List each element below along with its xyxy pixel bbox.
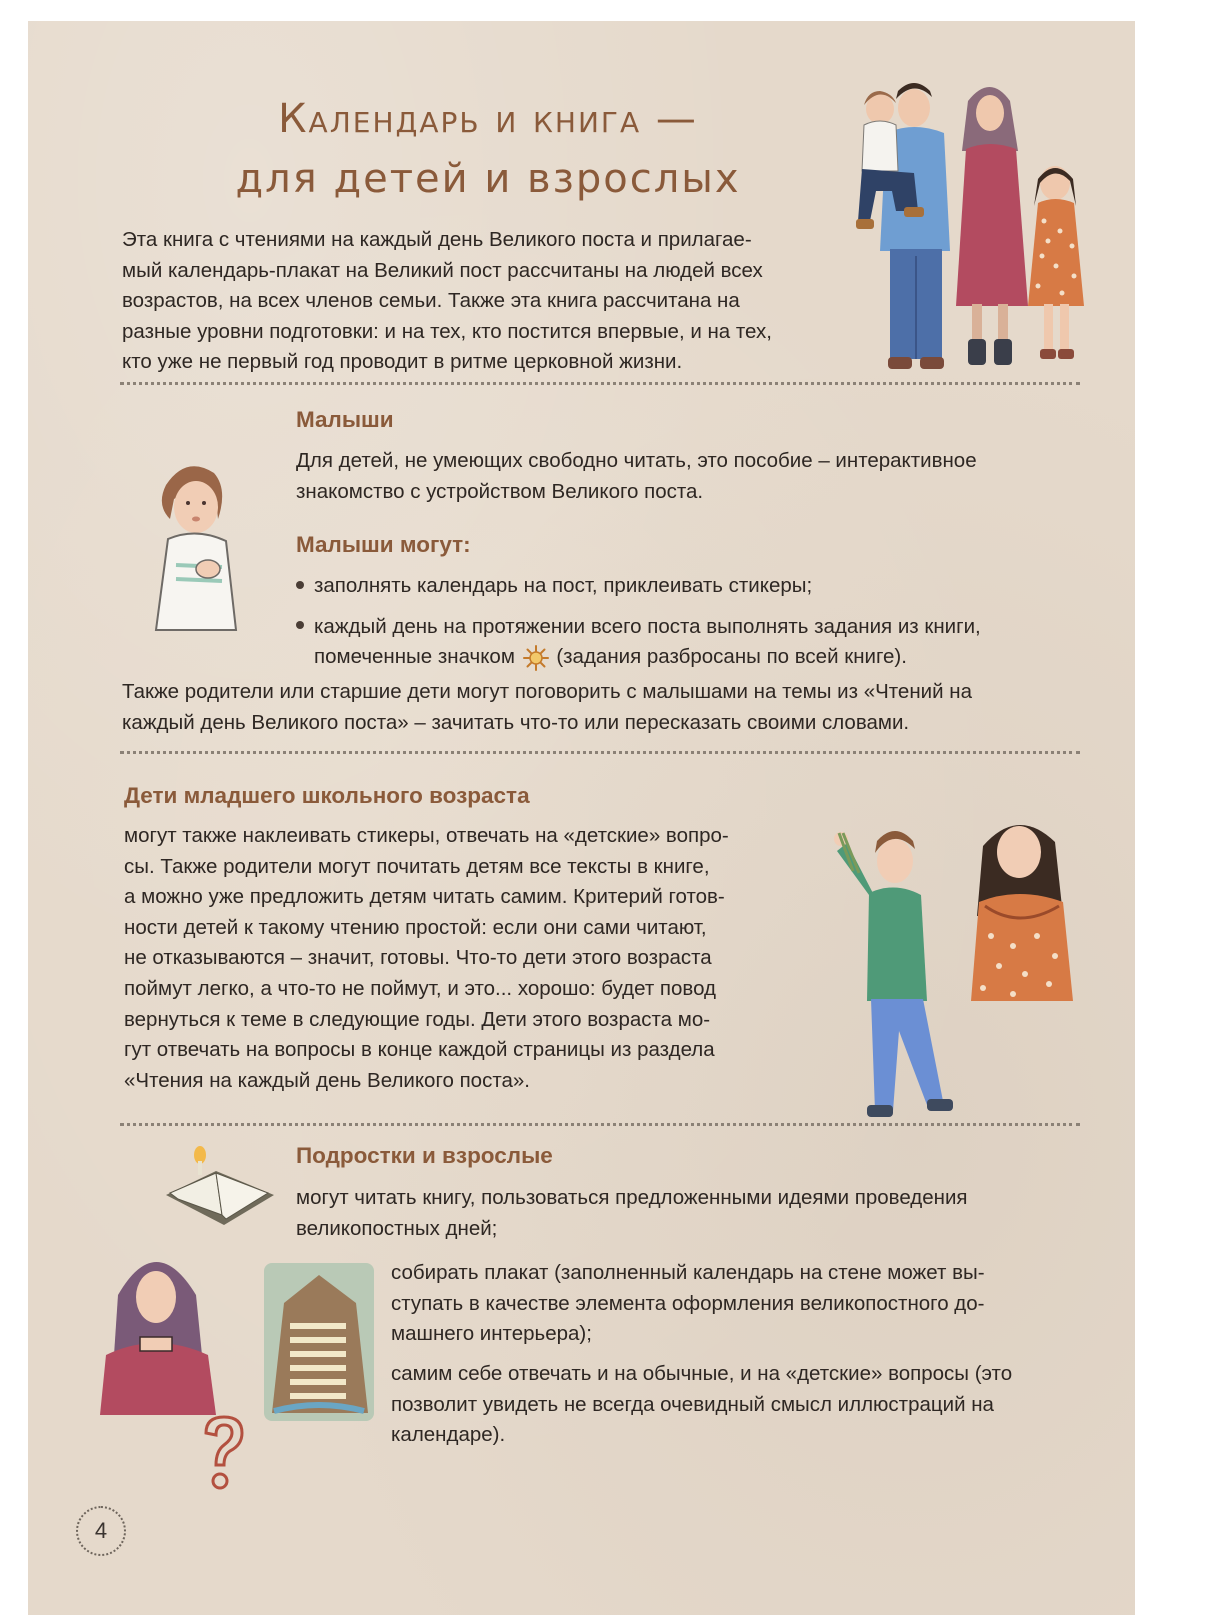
adults-line: позволит увидеть не всегда очевидный смысл иллюстраций на (391, 1392, 994, 1416)
title-line-2: для детей и взрослых (235, 156, 741, 202)
adults-line: ступать в качестве элемента оформления великопостного до- (391, 1291, 985, 1315)
school-line: поймут легко, а что-то не поймут, и это... хорошо: будет повод (124, 976, 716, 1000)
school-line: не отказываются – значит, готовы. Что-то дети этого возраста (124, 946, 712, 970)
bullet-dot (296, 621, 304, 629)
school-line: сы. Также родители могут почитать детям все тексты в книге, (124, 854, 710, 878)
intro-line: Эта книга с чтениями на каждый день Великого поста и прилагае- (122, 228, 752, 251)
school-line: гут отвечать на вопросы в конце каждой страницы из раздела (124, 1038, 715, 1062)
bullet-text: (задания разбросаны по всей книге). (556, 645, 907, 669)
section-divider (120, 751, 1080, 754)
toddlers-description (296, 446, 1096, 507)
school-line: «Чтения на каждый день Великого поста». (124, 1068, 530, 1092)
intro-paragraph (122, 225, 862, 378)
list-item (296, 612, 1096, 673)
school-line: могут также наклеивать стикеры, отвечать на «детские» вопро- (124, 824, 729, 847)
toddlers-heading: Малыши (296, 407, 394, 432)
adults-line: календаре). (391, 1423, 506, 1447)
school-line: ности детей к такому чтению простой: если они сами читают, (124, 915, 707, 939)
parents-line: каждый день Великого поста» – зачитать что-то или пересказать своими словами. (122, 710, 910, 734)
toddlers-desc-line: знакомство с устройством Великого поста. (296, 479, 704, 503)
bullet-text: каждый день на протяжении всего поста выполнять задания из книги, (314, 614, 981, 638)
sun-icon (523, 645, 549, 671)
section-divider (120, 1123, 1080, 1126)
adults-line: могут читать книгу, пользоваться предложенными идеями проведения (296, 1186, 968, 1209)
toddlers-bullet-list (296, 571, 1096, 673)
question-mark-icon (200, 1413, 248, 1495)
woman-illustration (96, 1235, 226, 1415)
girl-illustration (963, 806, 1083, 1006)
toddlers-can-heading: Малыши могут: (296, 532, 471, 557)
adults-heading: Подростки и взрослые (296, 1143, 553, 1168)
list-item (296, 571, 1096, 602)
school-line: а можно уже предложить детям читать самим. Критерий готов- (124, 885, 725, 909)
parents-line: Также родители или старшие дети могут поговорить с малышами на темы из «Чтений на (122, 680, 972, 703)
adults-answer-text (391, 1359, 1091, 1451)
adults-line: великопостных дней; (296, 1216, 498, 1240)
title-line-1: Календарь и книга — (278, 96, 698, 142)
school-heading: Дети младшего школьного возраста (124, 783, 530, 808)
school-line: вернуться к теме в следующие годы. Дети этого возраста мо- (124, 1007, 711, 1031)
adults-line: машнего интерьера); (391, 1322, 592, 1346)
adults-line: собирать плакат (заполненный календарь на стене может вы- (391, 1261, 985, 1284)
intro-line: разные уровни подготовки: и на тех, кто постится впервые, и на тех, (122, 319, 772, 343)
bullet-continuation (296, 642, 1096, 673)
book-page (28, 21, 1135, 1615)
intro-line: возрастов, на всех членов семьи. Также эта книга рассчитана на (122, 289, 740, 313)
toddlers-desc-line: Для детей, не умеющих свободно читать, это пособие – интерактивное (296, 449, 977, 472)
intro-line: мый календарь-плакат на Великий пост рассчитаны на людей всех (122, 258, 763, 282)
school-paragraph (124, 821, 804, 1096)
toddlers-parents-note (122, 677, 1102, 738)
boy-illustration (823, 811, 963, 1121)
intro-line: кто уже не первый год проводит в ритме церковной жизни. (122, 350, 683, 374)
page-number: 4 (76, 1506, 126, 1556)
family-illustration (848, 61, 1088, 386)
calendar-poster-thumbnail (264, 1263, 374, 1421)
adults-line: самим себе отвечать и на обычные, и на «детские» вопросы (это (391, 1362, 1013, 1385)
adults-read-text (296, 1183, 1096, 1244)
book-candle-illustration (164, 1145, 279, 1235)
bullet-dot (296, 581, 304, 589)
bullet-text: помеченные значком (314, 645, 515, 669)
adults-poster-text (391, 1258, 1091, 1350)
page-title (168, 89, 808, 209)
section-divider (120, 382, 1080, 385)
toddler-illustration (146, 455, 246, 630)
bullet-text: заполнять календарь на пост, приклеивать стикеры; (314, 574, 813, 597)
